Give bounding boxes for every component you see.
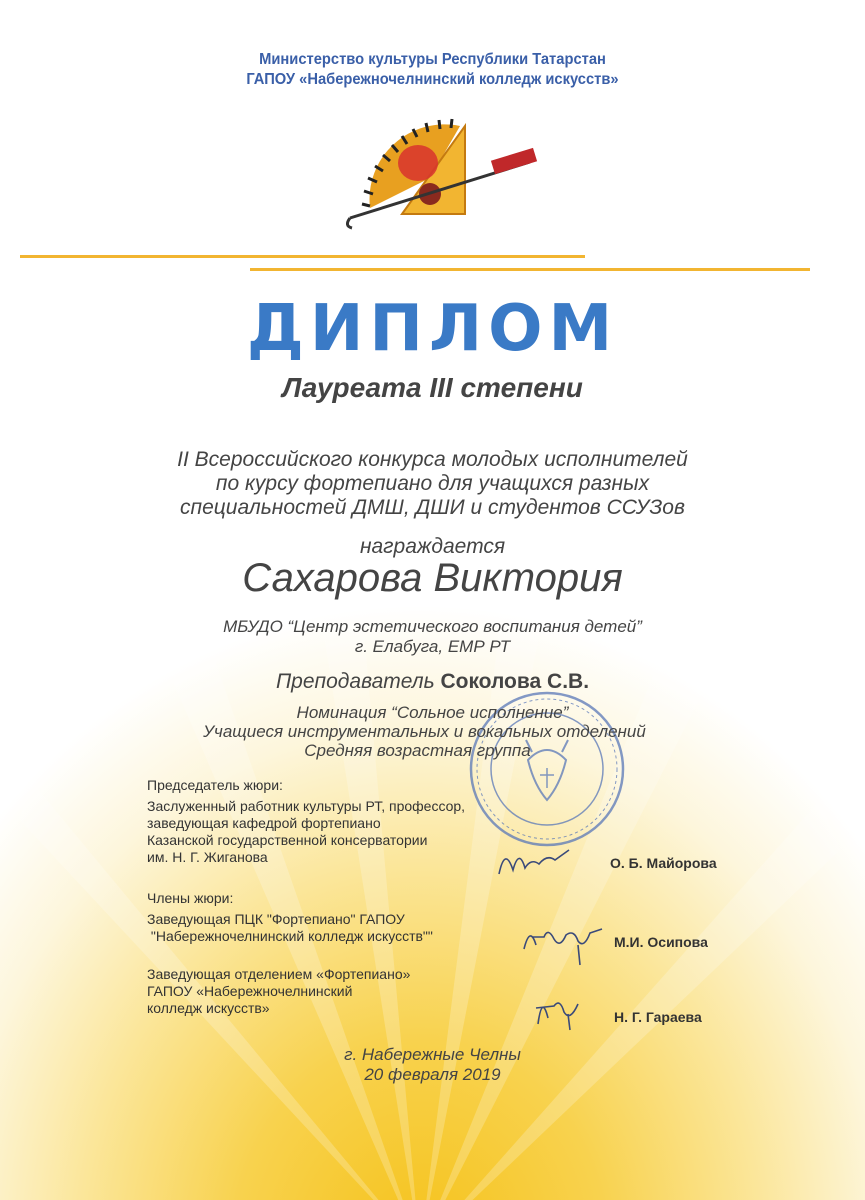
jury-member2-desc-2: ГАПОУ «Набережночелнинский: [147, 983, 353, 999]
rule-bottom: [250, 268, 810, 271]
jury-member1-desc-1: Заведующая ПЦК "Фортепиано" ГАПОУ: [147, 911, 405, 927]
jury-members-label: Члены жюри:: [147, 890, 234, 906]
nomination-line-1: Номинация “Сольное исполнение”: [296, 703, 569, 722]
jury-chair-desc-3: Казанской государственной консерватории: [147, 832, 428, 848]
signature-chair-icon: [495, 840, 575, 880]
teacher-line: [0, 670, 865, 694]
teacher-label: Преподаватель: [275, 670, 435, 693]
jury-member2-desc-3: колледж искусств»: [147, 1000, 270, 1016]
contest-line-2: по курсу фортепиано для учащихся разных: [215, 472, 650, 495]
jury-chair-desc-4: им. Н. Г. Жиганова: [147, 849, 268, 865]
signature-member1-icon: [518, 915, 608, 967]
signature-member2-icon: [528, 988, 588, 1032]
nomination-line-2: Учащиеся инструментальных и вокальных отделений: [203, 722, 646, 741]
header-college: ГАПОУ «Набережночелнинский колледж искусств»: [246, 71, 619, 88]
jury-chair-label: Председатель жюри:: [147, 777, 283, 793]
jury-member1-name: М.И. Осипова: [614, 934, 708, 950]
contest-line-3: специальностей ДМШ, ДШИ и студентов ССУЗов: [180, 496, 685, 519]
nomination-line-3: Средняя возрастная группа: [304, 741, 531, 760]
diploma-title: ДИПЛОМ: [246, 292, 619, 366]
teacher-name: Соколова С.В.: [440, 670, 590, 693]
jury-member1-desc-2: "Набережночелнинский колледж искусств"": [147, 928, 433, 944]
jury-chair-desc-1: Заслуженный работник культуры РТ, профессор,: [147, 798, 466, 814]
jury-chair-desc-2: заведующая кафедрой фортепиано: [147, 815, 381, 831]
contest-line-1: II Всероссийского конкурса молодых исполнителей: [177, 448, 688, 471]
header-ministry: Министерство культуры Республики Татарстан: [259, 51, 606, 68]
jury-member2-desc-1: Заведующая отделением «Фортепиано»: [147, 966, 411, 982]
school-name: МБУДО “Центр эстетического воспитания детей”: [223, 617, 642, 636]
footer-date: 20 февраля 2019: [364, 1065, 501, 1084]
footer-city: г. Набережные Челны: [344, 1045, 521, 1064]
jury-member2-name: Н. Г. Гараева: [614, 1009, 702, 1025]
school-city: г. Елабуга, ЕМР РТ: [354, 637, 511, 656]
awarded-label: награждается: [359, 535, 506, 558]
diploma-subtitle: Лауреата III степени: [282, 372, 583, 403]
college-logo-icon: [340, 118, 550, 236]
rule-top: [20, 255, 585, 258]
jury-chair-name: О. Б. Майорова: [610, 855, 717, 871]
recipient-name: Сахарова Виктория: [242, 556, 623, 600]
